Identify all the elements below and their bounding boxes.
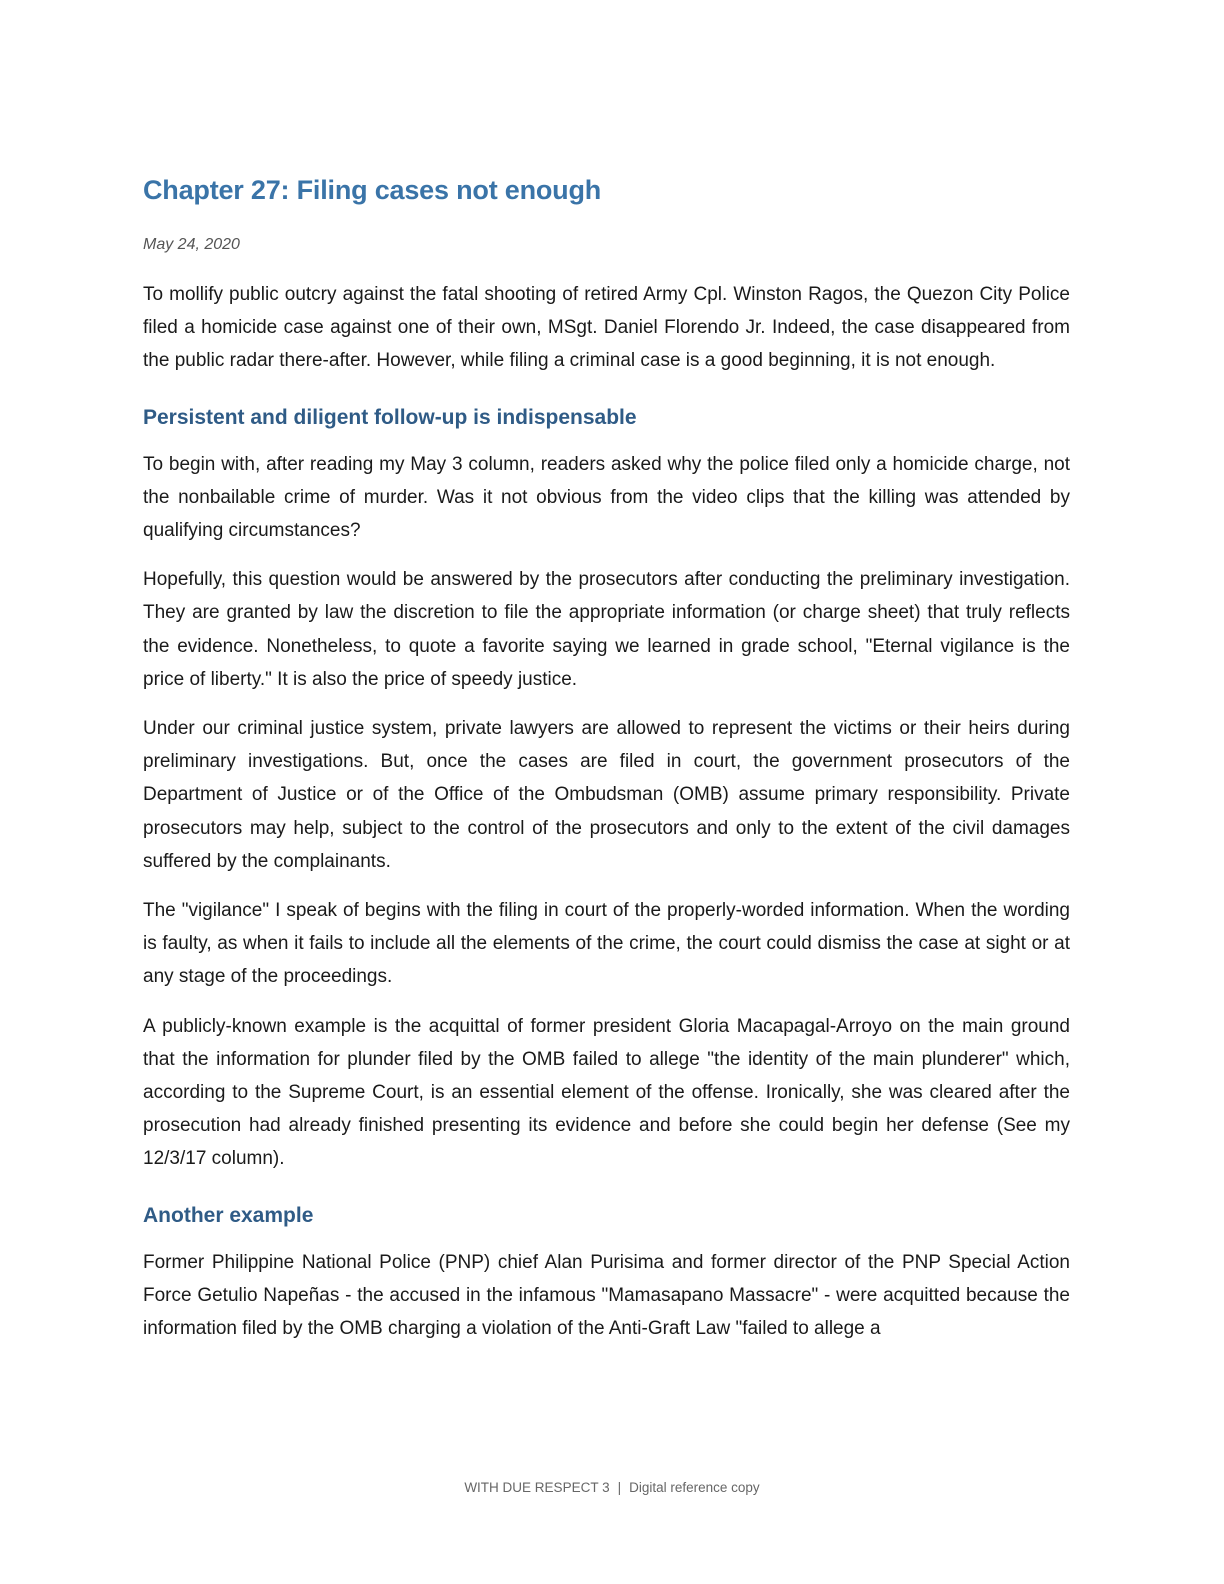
body-paragraph: To begin with, after reading my May 3 column, readers asked why the police filed only a homicide charge, not the nonbailable crime of murder. Was it not obvious from the video clips that the killing was attended by qualifying circumstances? bbox=[143, 453, 1070, 542]
section-heading-follow-up: Persistent and diligent follow-up is indispensable bbox=[143, 405, 637, 429]
body-paragraph: Hopefully, this question would be answered by the prosecutors after conducting the preliminary investigation. They are granted by law the discretion to file the appropriate information (or charge sheet) that truly reflects the evidence. Nonetheless, to quote a favorite saying we learned in grade school, "Eternal vigilance is the price of liberty." It is also the price of speedy justice. bbox=[143, 569, 1070, 690]
body-paragraph: A publicly-known example is the acquittal of former president Gloria Macapagal-Arroyo on the main ground that the information for plunder filed by the OMB failed to allege "the identity of the main plunderer" which, according to the Supreme Court, is an essential element of the offense. Ironically, she was cleared after the prosecution had already finished presenting its evidence and before she could begin her defense (See my 12/3/17 column). bbox=[143, 1015, 1070, 1170]
chapter-date: May 24, 2020 bbox=[143, 236, 240, 253]
page-footer bbox=[0, 1478, 1224, 1498]
body-paragraph: Former Philippine National Police (PNP) chief Alan Purisima and former director of the PNP Special Action Force Getulio Napeñas - the accused in the infamous "Mamasapano Massacre" - were acquitted because the information filed by the OMB charging a violation of the Anti-Graft Law "failed to allege a bbox=[143, 1251, 1070, 1340]
footer-separator: | bbox=[617, 1480, 622, 1495]
intro-paragraph: To mollify public outcry against the fatal shooting of retired Army Cpl. Winston Ragos, the Quezon City Police filed a homicide case against one of their own, MSgt. Daniel Florendo Jr. Indeed, the case disappeared from the public radar there-after. However, while filing a criminal case is a good beginning, it is not enough. bbox=[143, 284, 1070, 372]
chapter-title: Chapter 27: Filing cases not enough bbox=[143, 175, 602, 205]
footer-book-title: WITH DUE RESPECT 3 bbox=[464, 1480, 610, 1495]
body-paragraph: Under our criminal justice system, private lawyers are allowed to represent the victims or their heirs during preliminary investigations. But, once the cases are filed in court, the government prosecutors of the Department of Justice or of the Office of the Ombudsman (OMB) assume primary responsibility. Private prosecutors may help, subject to the control of the prosecutors and only to the extent of the civil damages suffered by the complainants. bbox=[143, 718, 1070, 872]
document-page bbox=[143, 168, 1070, 1361]
footer-note: Digital reference copy bbox=[629, 1480, 760, 1495]
section-heading-another-example: Another example bbox=[143, 1203, 314, 1227]
body-paragraph: The "vigilance" I speak of begins with the filing in court of the properly-worded information. When the wording is faulty, as when it fails to include all the elements of the crime, the court could dismiss the case at sight or at any stage of the proceedings. bbox=[143, 900, 1070, 988]
